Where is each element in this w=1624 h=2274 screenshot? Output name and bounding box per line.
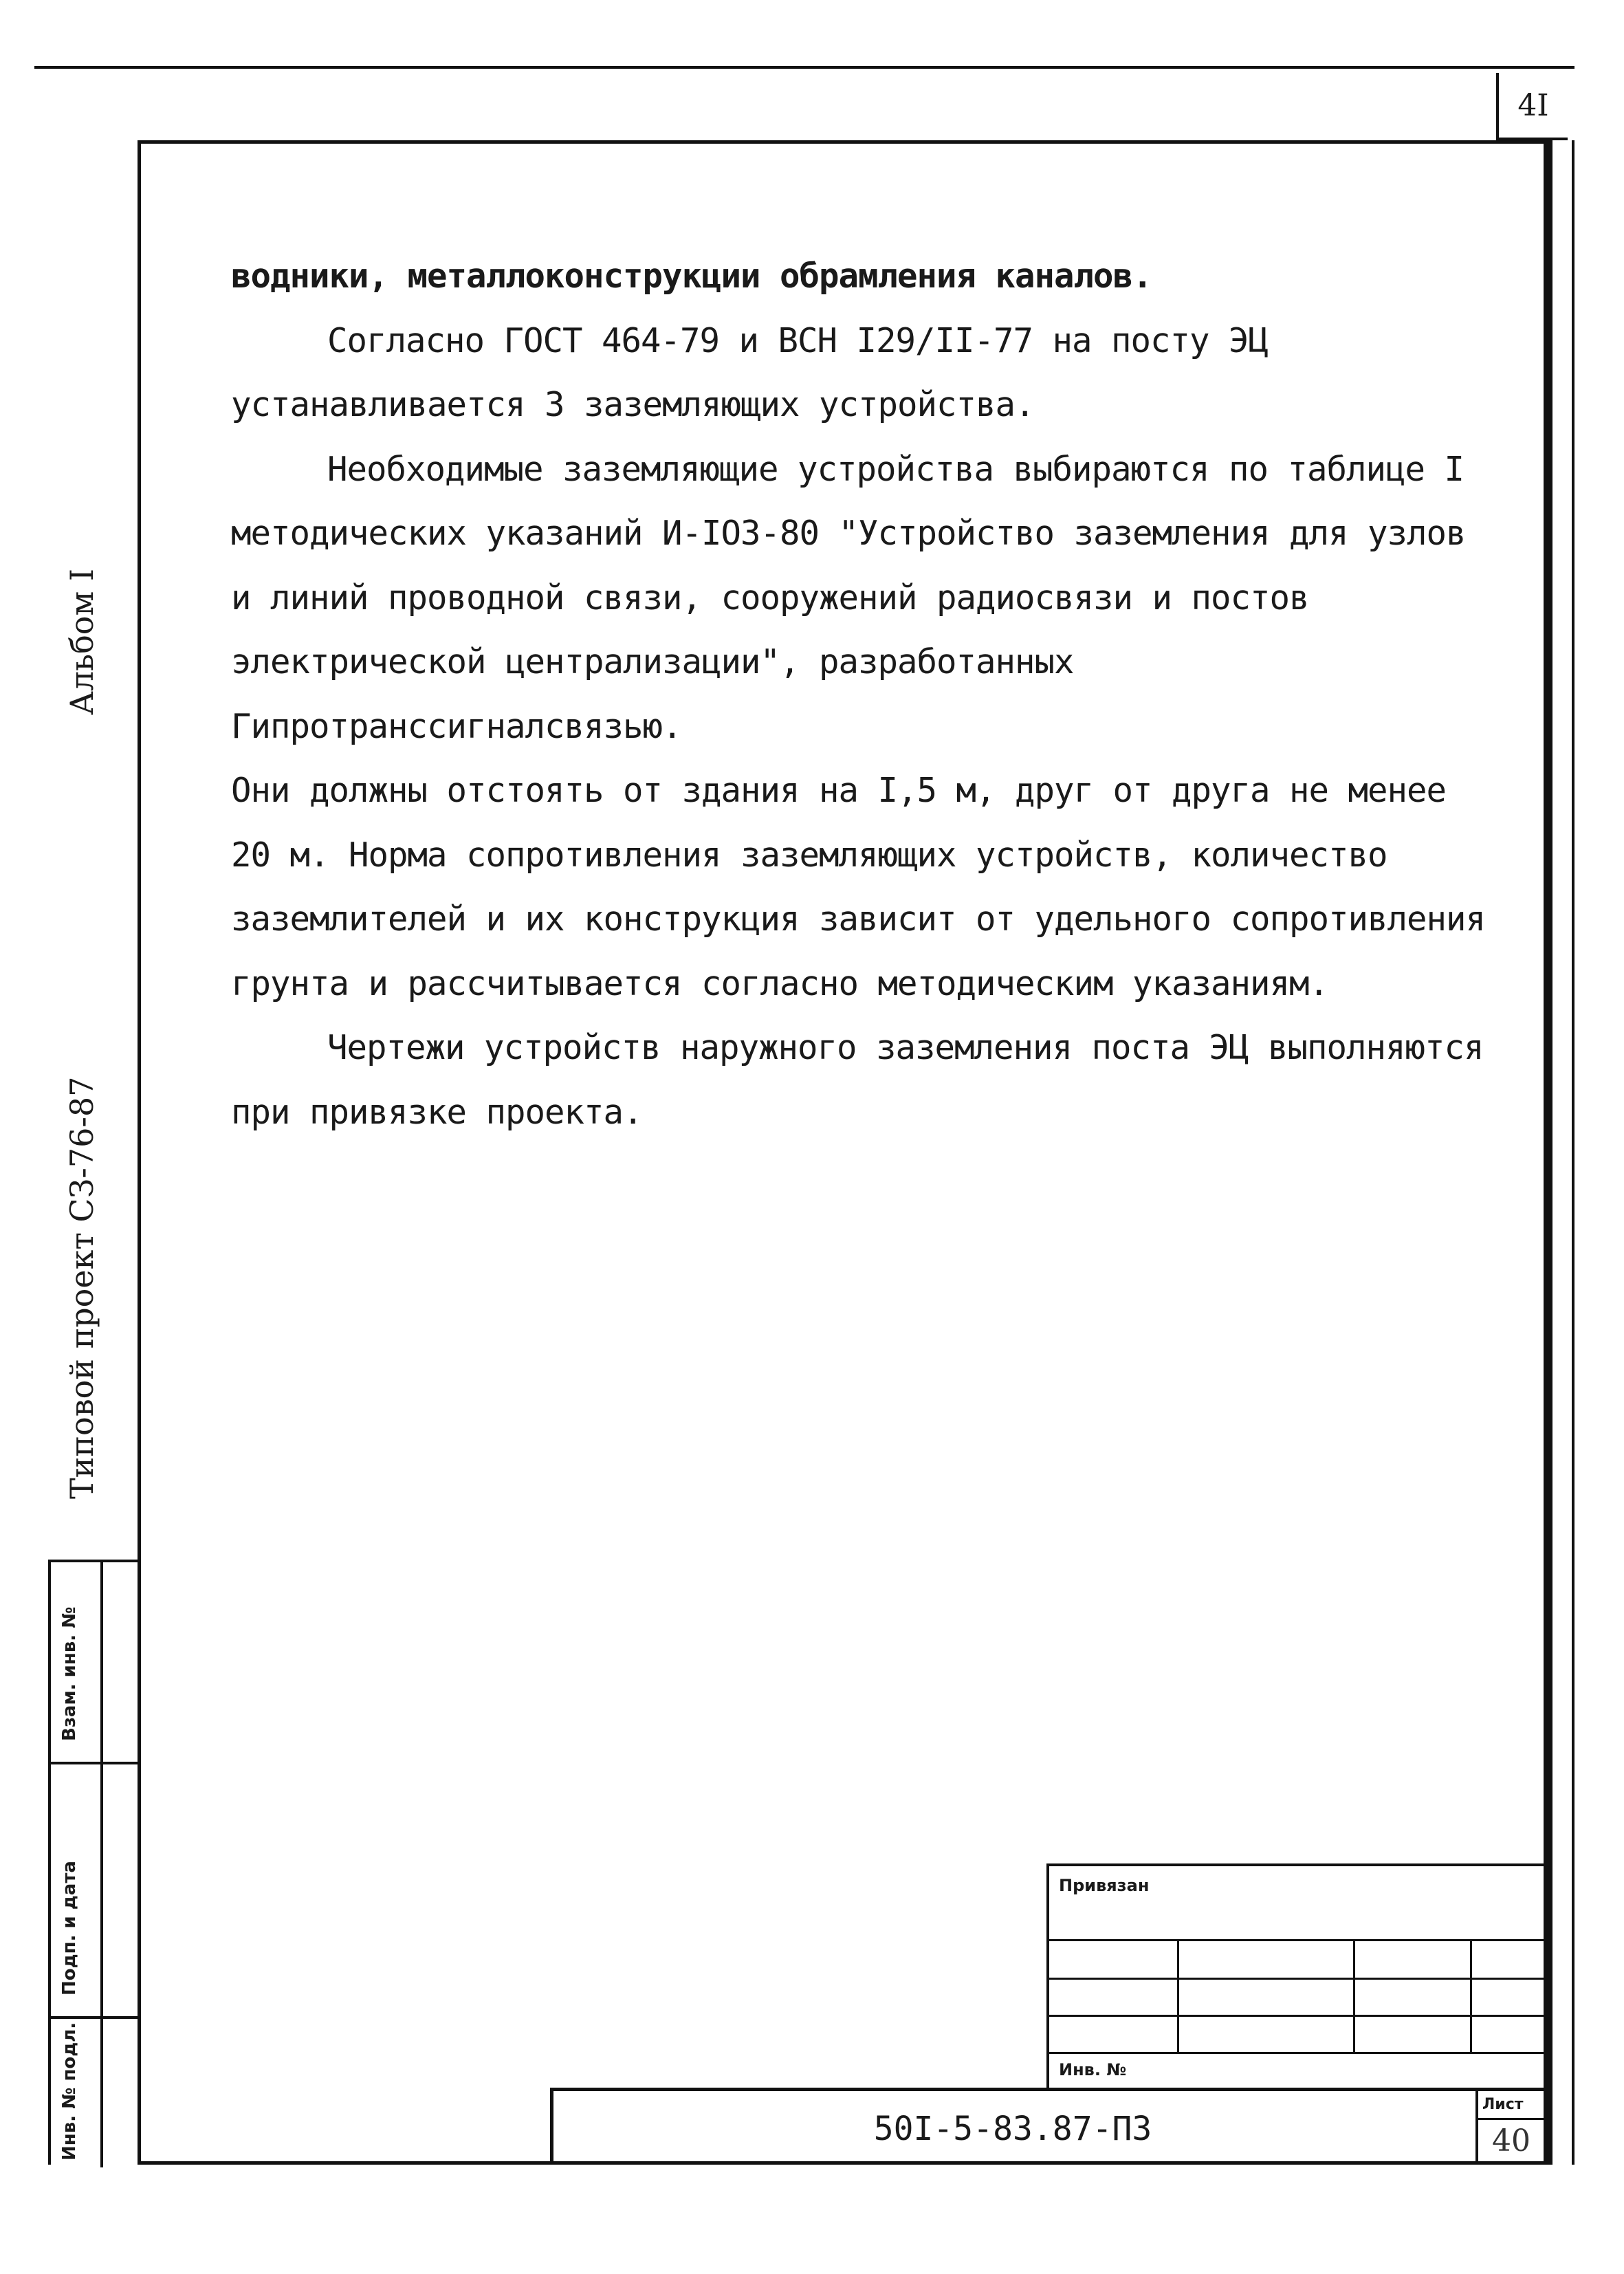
- tb-col-line: [1470, 1939, 1472, 2052]
- paragraph-3: Необходимые заземляющие устройства выбираются по таблице I методических указаний И-IO3-80 "Устройство заземления для узлов и линий проводной связи, сооружений радиосвязи и постов электрической централизации", разработанных Гипротранссигналсвязью.: [231, 449, 1466, 746]
- signoff-strip-divider: [100, 1562, 103, 2167]
- document-code: 50I-5-83.87-ПЗ: [873, 2110, 1152, 2148]
- vzam-inv-label: Взам. инв. №: [59, 1606, 80, 1741]
- frame-outer-right-border: [1572, 140, 1574, 2165]
- top-rule: [34, 66, 1574, 69]
- signoff-strip-row-divider: [51, 2016, 138, 2019]
- inv-no-label: Инв. №: [1059, 2060, 1127, 2079]
- tb-code-top-line: [550, 2088, 1547, 2091]
- podp-data-label: Подп. и дата: [59, 1861, 80, 1996]
- signoff-strip-row-divider: [51, 1762, 138, 1764]
- paragraph-2: Согласно ГОСТ 464-79 и ВСН I29/II-77 на посту ЭЦ устанавливается 3 заземляющих устройства.: [231, 320, 1269, 424]
- tb-sheet-row-line: [1475, 2118, 1547, 2120]
- project-label: Типовой проект СЗ-76-87: [63, 1076, 100, 1499]
- inv-podl-label: Инв. № подл.: [59, 2022, 80, 2161]
- tb-top-line: [1046, 1863, 1547, 1866]
- tb-left-line: [1046, 1863, 1049, 2090]
- tb-row-line: [1046, 2052, 1547, 2054]
- signoff-strip: [48, 1560, 138, 2165]
- page-number: 4I: [1496, 73, 1568, 140]
- frame-right-border: [1547, 140, 1552, 2165]
- album-label: Альбом I: [63, 568, 100, 715]
- privyazan-label: Привязан: [1059, 1876, 1150, 1895]
- list-label: Лист: [1482, 2096, 1524, 2113]
- paragraph-5: Чертежи устройств наружного заземления поста ЭЦ выполняются при привязке проекта.: [231, 1028, 1484, 1132]
- tb-col-line: [1177, 1939, 1179, 2052]
- sheet-number: 40: [1492, 2123, 1530, 2158]
- document-body: [231, 244, 1489, 1144]
- tb-col-line: [1353, 1939, 1355, 2052]
- paragraph-4: Они должны отстоять от здания на I,5 м, друг от друга не менее 20 м. Норма сопротивления заземляющих устройств, количество заземлителей и их конструкция зависит от удельного сопротивления грунта и рассчитывается согласно методическим указаниям.: [231, 771, 1486, 1003]
- paragraph-1: водники, металлоконструкции обрамления каналов.: [231, 256, 1152, 296]
